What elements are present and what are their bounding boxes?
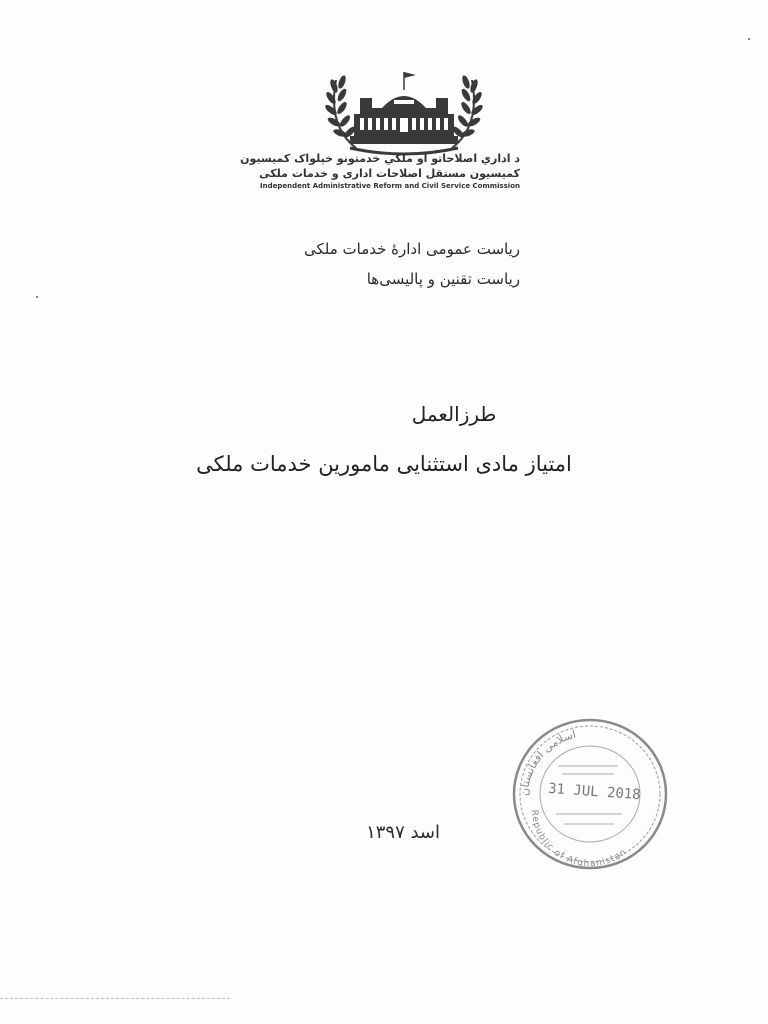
org-name-english: Independent Administrative Reform and Civil Service Commission [260, 182, 520, 190]
org-name-pashto: د اداري اصلاحاتو او ملکي خدمتونو خپلواک کمیسیون [240, 152, 520, 165]
scan-speck [748, 38, 750, 40]
scan-speck [36, 296, 38, 298]
document-date: اسد ۱۳۹۷ [366, 822, 440, 843]
svg-text:Republic of Afghanistan: Republic of Afghanistan [528, 809, 630, 870]
department-line-2: ریاست تقنین و پالیسی‌ها [366, 270, 520, 288]
department-line-1: ریاست عمومی ادارهٔ خدمات ملکی [303, 240, 520, 258]
stamp-date: 31 JUL 2018 [547, 780, 642, 804]
svg-text:اسلامی افغانستان: اسلامی افغانستان [517, 727, 578, 797]
document-subtitle: امتیاز مادی استثنایی مامورین خدمات ملکی [196, 452, 572, 476]
bottom-scan-line [0, 998, 230, 1000]
document-title: طرزالعمل [411, 402, 497, 426]
org-name-dari: کمیسیون مستقل اصلاحات اداری و خدمات ملکی [259, 167, 520, 180]
commission-emblem-logo [320, 68, 488, 158]
